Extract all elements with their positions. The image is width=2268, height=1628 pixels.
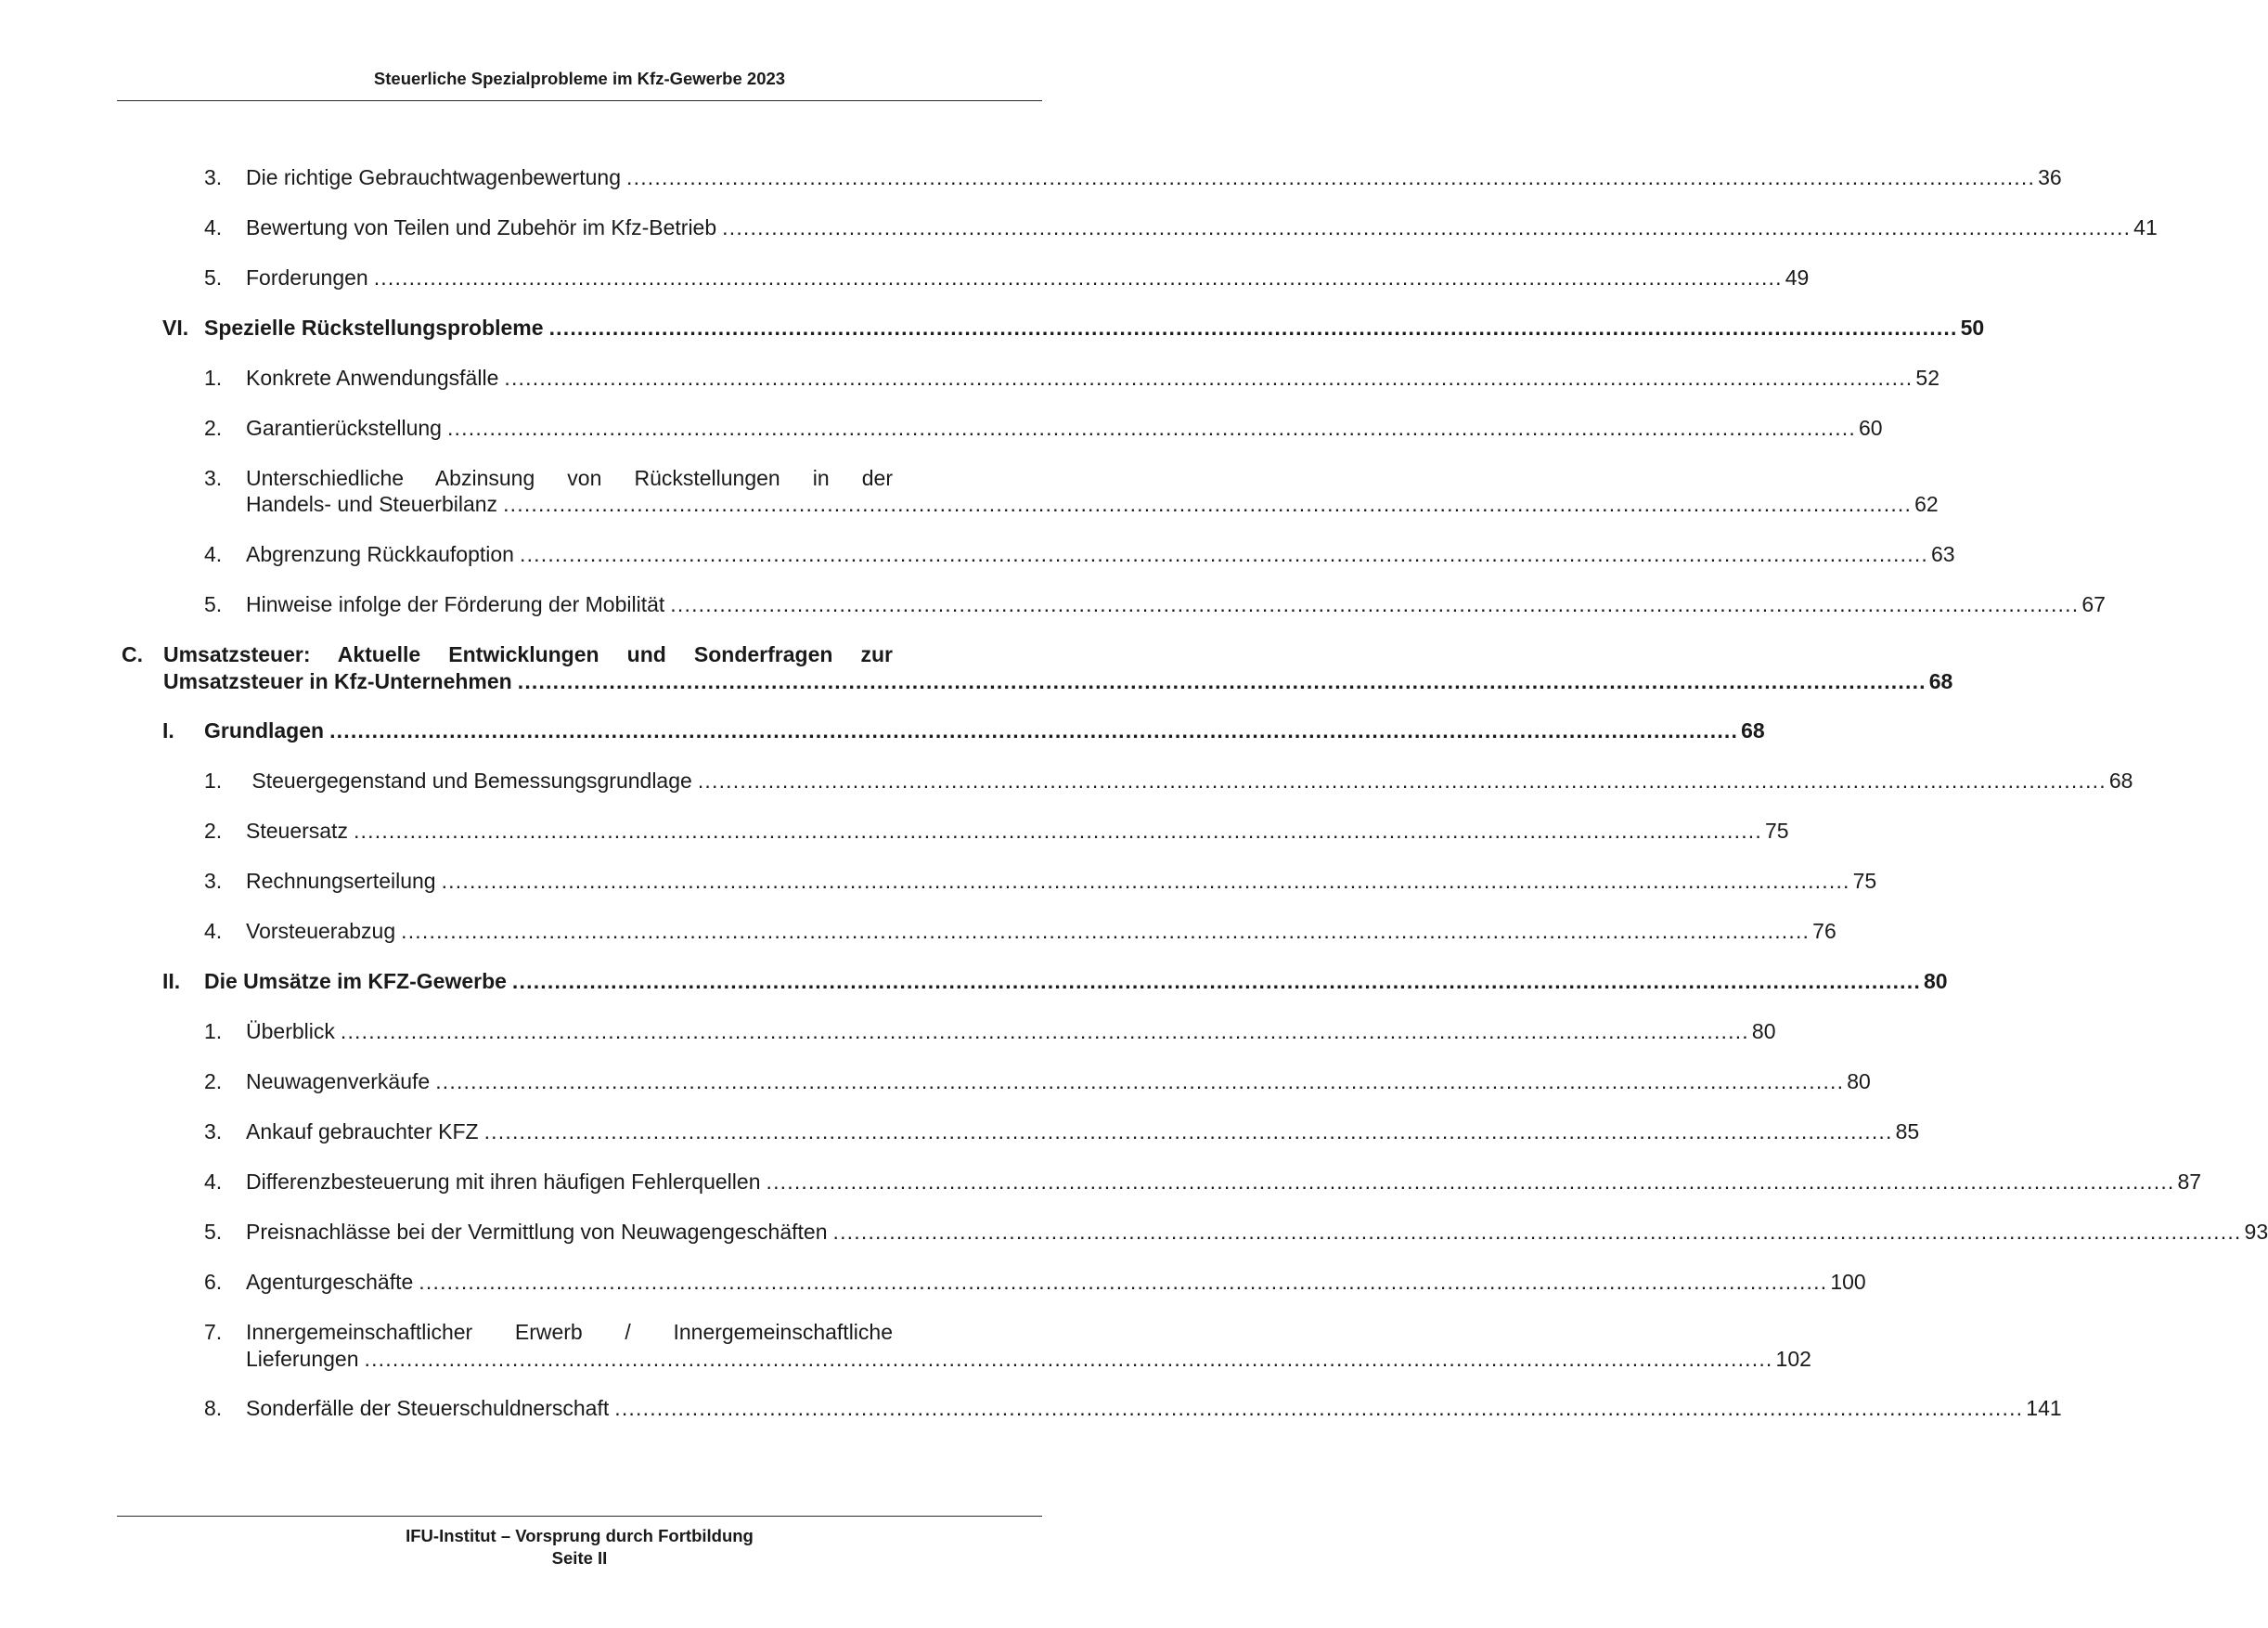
toc-entry-title: Die richtige Gebrauchtwagenbewertung	[246, 165, 622, 189]
toc-entry-line	[246, 491, 1939, 518]
toc-entry-line	[246, 768, 2133, 795]
toc-entry-line	[204, 968, 1948, 995]
toc-entry-title: Hinweise infolge der Förderung der Mobilität	[246, 592, 665, 616]
toc-entry-line	[246, 1068, 1871, 1095]
toc-entry-line	[246, 1395, 2062, 1422]
toc-entry-title-line1: Innergemeinschaftlicher Erwerb / Innergemeinschaftliche	[246, 1320, 893, 1344]
toc-entry-title: Steuersatz	[246, 819, 348, 843]
toc-entry-number: I.	[162, 718, 174, 743]
toc-entry-title: Abgrenzung Rückkaufoption	[246, 542, 514, 566]
toc-entry-title-line2: Umsatzsteuer in Kfz-Unternehmen	[163, 669, 512, 693]
toc-entry-title: Konkrete Anwendungsfälle	[246, 366, 499, 390]
footer-institute: IFU-Institut – Vorsprung durch Fortbildung	[406, 1526, 754, 1545]
toc-entry-number: 4.	[204, 542, 223, 566]
toc-entry-page-number: 50	[1960, 316, 1985, 340]
toc-entry-number: C.	[122, 642, 143, 666]
dot-leader: ........................................................................................................................................................................................................	[511, 969, 1921, 993]
toc-entry-line	[246, 214, 2158, 241]
toc-entry-page-number: 68	[1741, 718, 1765, 743]
toc-entry-number: II.	[162, 969, 181, 993]
dot-leader: ........................................................................................................................................................................................................	[441, 869, 1850, 893]
dot-leader: ........................................................................................................................................................................................................	[519, 542, 1929, 566]
toc-entry-title: Garantierückstellung	[246, 416, 442, 440]
toc-entry-number: 3.	[204, 466, 223, 490]
page-header: Steuerliche Spezialprobleme im Kfz-Gewerbe 2023	[373, 69, 786, 88]
toc-entry-line	[246, 1269, 1866, 1296]
footer-divider	[117, 1516, 1042, 1517]
toc-entry-line	[246, 1169, 2202, 1195]
toc-entry-page-number: 75	[1764, 819, 1789, 843]
toc-entry-line	[246, 868, 1877, 895]
toc-entry-title: Sonderfälle der Steuerschuldnerschaft	[246, 1396, 610, 1420]
toc-entry-title: Die Umsätze im KFZ-Gewerbe	[204, 969, 507, 993]
toc-entry-title: Forderungen	[246, 265, 368, 290]
dot-leader: ........................................................................................................................................................................................................	[353, 819, 1762, 843]
toc-entry-page-number: 67	[2081, 592, 2106, 616]
dot-leader: ........................................................................................................................................................................................................	[697, 769, 2107, 793]
toc-entry-line	[246, 365, 1939, 392]
dot-leader: ........................................................................................................................................................................................................	[373, 265, 1783, 290]
toc-entry-page-number: 80	[1751, 1019, 1776, 1043]
toc-entry-number: 5.	[204, 1220, 223, 1244]
toc-entry-page-number: 85	[1895, 1119, 1920, 1143]
dot-leader: ........................................................................................................................................................................................................	[329, 718, 1739, 743]
toc-entry-number: 1.	[204, 366, 223, 390]
toc-entry-title: Ankauf gebrauchter KFZ	[246, 1119, 479, 1143]
footer-page-label: Seite II	[551, 1548, 608, 1568]
toc-entry-page-number: 102	[1775, 1347, 1811, 1371]
dot-leader: ........................................................................................................................................................................................................	[517, 669, 1927, 693]
toc-entry-page-number: 80	[1923, 969, 1948, 993]
toc-entry-number: 5.	[204, 265, 223, 290]
toc-entry-line	[246, 818, 1789, 845]
toc-entry-line	[246, 1118, 1920, 1145]
header-divider	[117, 100, 1042, 101]
toc-entry-number: 2.	[204, 819, 223, 843]
dot-leader: ........................................................................................................................................................................................................	[722, 215, 2132, 239]
toc-entry-title: Rechnungserteilung	[246, 869, 436, 893]
dot-leader: ........................................................................................................................................................................................................	[483, 1119, 1893, 1143]
dot-leader: ........................................................................................................................................................................................................	[419, 1270, 1828, 1294]
toc-entry-number: 1.	[204, 1019, 223, 1043]
dot-leader: ........................................................................................................................................................................................................	[626, 165, 2036, 189]
toc-entry-title: Vorsteuerabzug	[246, 919, 396, 943]
toc-entry-page-number: 141	[2026, 1396, 2062, 1420]
toc-entry-page-number: 36	[2038, 165, 2062, 189]
toc-entry-line	[204, 315, 1985, 342]
dot-leader: ........................................................................................................................................................................................................	[614, 1396, 2024, 1420]
toc-entry-page-number: 80	[1847, 1069, 1871, 1093]
toc-entry-number: 6.	[204, 1270, 223, 1294]
toc-entry-number: 4.	[204, 1169, 223, 1194]
dot-leader: ........................................................................................................................................................................................................	[504, 366, 1914, 390]
toc-entry-line	[246, 164, 2062, 191]
toc-entry-page-number: 75	[1852, 869, 1877, 893]
toc-entry-line	[246, 591, 2106, 618]
dot-leader: ........................................................................................................................................................................................................	[503, 492, 1913, 516]
toc-entry-line	[204, 717, 1765, 744]
toc-entry-line	[246, 1219, 2268, 1246]
toc-entry-page-number: 41	[2133, 215, 2158, 239]
toc-entry-title-line1: Unterschiedliche Abzinsung von Rückstellungen in der	[246, 466, 893, 490]
dot-leader: ........................................................................................................................................................................................................	[340, 1019, 1749, 1043]
dot-leader: ........................................................................................................................................................................................................	[832, 1220, 2242, 1244]
dot-leader: ........................................................................................................................................................................................................	[435, 1069, 1845, 1093]
toc-entry-number: 8.	[204, 1396, 223, 1420]
toc-entry-title: Spezielle Rückstellungsprobleme	[204, 316, 544, 340]
toc-entry-title: Agenturgeschäfte	[246, 1270, 414, 1294]
dot-leader: ........................................................................................................................................................................................................	[548, 316, 1958, 340]
toc-entry-number: 3.	[204, 869, 223, 893]
toc-entry-number: 5.	[204, 592, 223, 616]
toc-entry-number: 4.	[204, 919, 223, 943]
toc-entry-line	[246, 541, 1955, 568]
toc-entry-number: 3.	[204, 1119, 223, 1143]
toc-entry-title-line2: Lieferungen	[246, 1347, 359, 1371]
toc-entry-number: 3.	[204, 165, 223, 189]
toc-entry-title: Neuwagenverkäufe	[246, 1069, 431, 1093]
toc-entry-number: 2.	[204, 1069, 223, 1093]
toc-entry-page-number: 76	[1812, 919, 1836, 943]
toc-entry-title: Überblick	[246, 1019, 335, 1043]
toc-entry-page-number: 68	[2108, 769, 2133, 793]
toc-entry-line	[246, 1346, 1811, 1373]
toc-entry-number: VI.	[162, 316, 189, 340]
toc-entry-page-number: 60	[1858, 416, 1883, 440]
toc-entry-title-line1: Umsatzsteuer: Aktuelle Entwicklungen und Sonderfragen zur	[163, 642, 893, 666]
toc-entry-number: 4.	[204, 215, 223, 239]
toc-entry-number: 7.	[204, 1320, 223, 1344]
toc-entry-title: Preisnachlässe bei der Vermittlung von Neuwagengeschäften	[246, 1220, 828, 1244]
toc-entry-page-number: 62	[1914, 492, 1939, 516]
toc-entry-line	[246, 1018, 1776, 1045]
toc-entry-page-number: 100	[1830, 1270, 1866, 1294]
dot-leader: ........................................................................................................................................................................................................	[364, 1347, 1773, 1371]
toc-entry-page-number: 52	[1915, 366, 1939, 390]
toc-entry-number: 2.	[204, 416, 223, 440]
toc-entry-number: 1.	[204, 769, 223, 793]
dot-leader: ........................................................................................................................................................................................................	[446, 416, 1856, 440]
dot-leader: ........................................................................................................................................................................................................	[670, 592, 2080, 616]
toc-entry-title: Steuergegenstand und Bemessungsgrundlage	[246, 769, 692, 793]
toc-entry-line	[246, 265, 1810, 291]
dot-leader: ........................................................................................................................................................................................................	[766, 1169, 2175, 1194]
toc-entry-page-number: 63	[1931, 542, 1955, 566]
toc-entry-line	[246, 415, 1883, 442]
toc-entry-title: Differenzbesteuerung mit ihren häufigen Fehlerquellen	[246, 1169, 761, 1194]
toc-entry-title: Grundlagen	[204, 718, 325, 743]
toc-entry-title-line2: Handels- und Steuerbilanz	[246, 492, 498, 516]
toc-entry-line	[163, 668, 1953, 695]
toc-entry-page-number: 87	[2177, 1169, 2202, 1194]
toc-entry-page-number: 93	[2244, 1220, 2268, 1244]
toc-entry-page-number: 68	[1928, 669, 1953, 693]
toc-entry-page-number: 49	[1785, 265, 1810, 290]
toc-entry-title: Bewertung von Teilen und Zubehör im Kfz-Betrieb	[246, 215, 717, 239]
toc-entry-line	[246, 918, 1836, 945]
dot-leader: ........................................................................................................................................................................................................	[401, 919, 1811, 943]
